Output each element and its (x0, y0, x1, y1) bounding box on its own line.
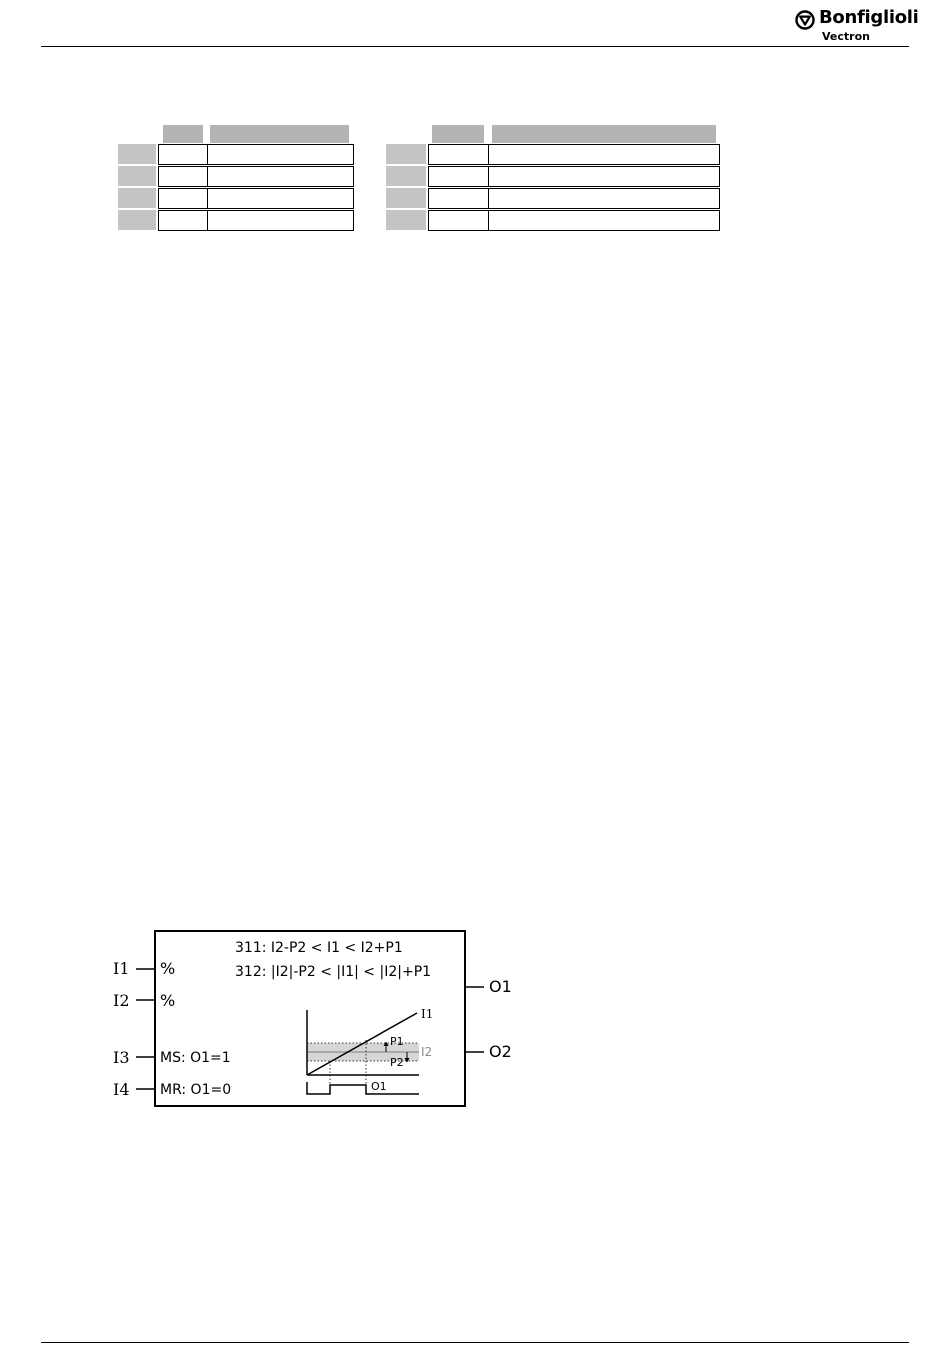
window-comparator-graph (300, 1000, 445, 1100)
right-table-cell (488, 188, 720, 209)
left-table-cell (158, 188, 208, 209)
brand-name: Bonfiglioli (819, 7, 919, 28)
output-label-o2: O2 (489, 1042, 512, 1061)
bonfiglioli-logo-icon (795, 10, 815, 30)
footer-rule (41, 1342, 909, 1343)
header-rule (41, 46, 909, 47)
graph-label-p1: P1 (390, 1035, 404, 1048)
right-table-cell (428, 166, 489, 187)
left-table-row-header (118, 166, 156, 186)
right-table-row-header (386, 210, 426, 230)
left-table-header-cell (163, 125, 203, 143)
formula-312: 312: |I2|-P2 < |I1| < |I2|+P1 (235, 964, 432, 980)
i1-unit: % (160, 959, 176, 978)
input-label-i4: I4 (113, 1080, 130, 1099)
right-table-cell (428, 210, 489, 231)
o1-pulse (307, 1082, 419, 1094)
right-table-cell (428, 188, 489, 209)
input-label-i1: I1 (113, 959, 130, 978)
right-table-cell (488, 144, 720, 165)
left-table-header-cell (210, 125, 349, 143)
right-table-row-header (386, 144, 426, 164)
right-table-header-cell (492, 125, 716, 143)
i2-unit: % (160, 991, 176, 1010)
right-table-cell (428, 144, 489, 165)
graph-label-i1: I1 (421, 1007, 434, 1021)
left-table-cell (158, 144, 208, 165)
brand-subname: Vectron (822, 30, 870, 43)
reset-label: MR: O1=0 (160, 1082, 232, 1098)
right-table-row-header (386, 188, 426, 208)
left-table-cell (207, 166, 354, 187)
left-table-cell (158, 166, 208, 187)
set-label: MS: O1=1 (160, 1050, 231, 1066)
left-table-cell (207, 144, 354, 165)
graph-label-p2: P2 (390, 1056, 404, 1069)
right-table-cell (488, 166, 720, 187)
left-table-cell (207, 210, 354, 231)
formula-311: 311: I2-P2 < I1 < I2+P1 (235, 940, 403, 956)
graph-label-o1: O1 (371, 1080, 387, 1093)
left-table-cell (207, 188, 354, 209)
output-label-o1: O1 (489, 977, 512, 996)
graph-label-i2: I2 (421, 1045, 433, 1059)
right-table-header-cell (432, 125, 484, 143)
input-label-i2: I2 (113, 991, 130, 1010)
left-table-row-header (118, 188, 156, 208)
input-label-i3: I3 (113, 1048, 130, 1067)
left-table-row-header (118, 210, 156, 230)
left-table-cell (158, 210, 208, 231)
right-table-row-header (386, 166, 426, 186)
left-table-row-header (118, 144, 156, 164)
right-table-cell (488, 210, 720, 231)
